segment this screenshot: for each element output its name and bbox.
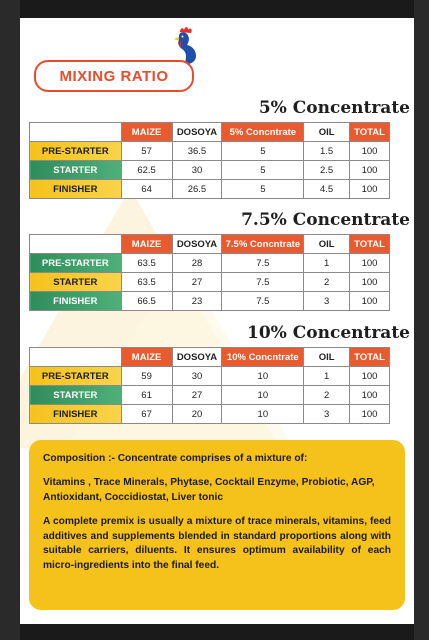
cell-maize: 59	[121, 367, 172, 386]
table-row	[30, 142, 390, 161]
table-row	[30, 254, 390, 273]
cell-total: 100	[350, 161, 390, 180]
composition-heading: Composition :- Concentrate comprises of a mixture of:	[43, 453, 308, 464]
table-row	[30, 273, 390, 292]
row-label: STARTER	[30, 273, 122, 292]
section-title: 5% Concentrate	[258, 98, 410, 118]
cell-oil: 1	[304, 367, 350, 386]
cell-concentrate: 5	[222, 180, 304, 199]
blank-cell	[30, 123, 122, 142]
cell-oil: 1.5	[304, 142, 350, 161]
cell-oil: 2.5	[304, 161, 350, 180]
row-label: PRE-STARTER	[30, 254, 122, 273]
cell-total: 100	[350, 367, 390, 386]
composition-ingredients: Vitamins , Trace Minerals, Phytase, Cocktail Enzyme, Probiotic, AGP, Antioxidant, Coccidiostat, Liver tonic	[43, 477, 375, 503]
cell-oil: 3	[304, 292, 350, 311]
cell-total: 100	[350, 386, 390, 405]
cell-concentrate: 7.5	[222, 273, 304, 292]
cell-maize: 63.5	[121, 254, 172, 273]
ratio-table-10	[29, 347, 390, 424]
cell-maize: 67	[121, 405, 172, 424]
col-concentrate: 7.5% Concntrate	[222, 235, 304, 254]
cell-oil: 3	[304, 405, 350, 424]
cell-concentrate: 10	[222, 405, 304, 424]
cell-dosoya: 36.5	[172, 142, 222, 161]
cell-dosoya: 27	[172, 386, 222, 405]
cell-concentrate: 7.5	[222, 292, 304, 311]
cell-dosoya: 30	[172, 161, 222, 180]
col-total: TOTAL	[350, 123, 390, 142]
cell-concentrate: 10	[222, 367, 304, 386]
mixing-ratio-sheet	[20, 18, 414, 624]
row-label: PRE-STARTER	[30, 142, 122, 161]
cell-total: 100	[350, 142, 390, 161]
cell-total: 100	[350, 273, 390, 292]
col-dosoya: DOSOYA	[172, 235, 222, 254]
row-label: FINISHER	[30, 180, 122, 199]
table-row	[30, 367, 390, 386]
mixing-ratio-title: MIXING RATIO	[59, 67, 169, 85]
col-oil: OIL	[304, 348, 350, 367]
cell-maize: 66.5	[121, 292, 172, 311]
cell-total: 100	[350, 292, 390, 311]
col-maize: MAIZE	[121, 235, 172, 254]
row-label: STARTER	[30, 386, 122, 405]
cell-oil: 2	[304, 386, 350, 405]
blank-cell	[30, 235, 122, 254]
col-oil: OIL	[304, 123, 350, 142]
col-maize: MAIZE	[121, 348, 172, 367]
cell-maize: 62.5	[121, 161, 172, 180]
cell-dosoya: 23	[172, 292, 222, 311]
cell-oil: 2	[304, 273, 350, 292]
mixing-ratio-badge	[34, 60, 194, 92]
row-label: FINISHER	[30, 292, 122, 311]
cell-concentrate: 10	[222, 386, 304, 405]
blank-cell	[30, 348, 122, 367]
cell-concentrate: 5	[222, 161, 304, 180]
cell-dosoya: 20	[172, 405, 222, 424]
table-header-row	[30, 123, 390, 142]
col-total: TOTAL	[350, 348, 390, 367]
table-row	[30, 386, 390, 405]
col-total: TOTAL	[350, 235, 390, 254]
cell-total: 100	[350, 254, 390, 273]
row-label: FINISHER	[30, 405, 122, 424]
left-border	[0, 0, 20, 640]
cell-oil: 4.5	[304, 180, 350, 199]
composition-panel	[29, 440, 405, 610]
col-concentrate: 5% Concntrate	[222, 123, 304, 142]
cell-dosoya: 30	[172, 367, 222, 386]
cell-dosoya: 27	[172, 273, 222, 292]
table-row	[30, 180, 390, 199]
composition-description: A complete premix is usually a mixture of trace minerals, vitamins, feed additives and supplements blended in standard proportions along with suitable carriers, diluents. It ensures optimum availability of each micro-ingredients into the final feed.	[43, 516, 391, 571]
cell-maize: 63.5	[121, 273, 172, 292]
section-title: 10% Concentrate	[247, 323, 410, 343]
row-label: STARTER	[30, 161, 122, 180]
col-dosoya: DOSOYA	[172, 123, 222, 142]
cell-maize: 64	[121, 180, 172, 199]
cell-concentrate: 7.5	[222, 254, 304, 273]
table-header-row	[30, 348, 390, 367]
cell-dosoya: 26.5	[172, 180, 222, 199]
col-dosoya: DOSOYA	[172, 348, 222, 367]
ratio-table-7-5	[29, 234, 390, 311]
cell-total: 100	[350, 180, 390, 199]
table-header-row	[30, 235, 390, 254]
cell-oil: 1	[304, 254, 350, 273]
ratio-table-5	[29, 122, 390, 199]
cell-maize: 61	[121, 386, 172, 405]
cell-concentrate: 5	[222, 142, 304, 161]
col-maize: MAIZE	[121, 123, 172, 142]
table-row	[30, 161, 390, 180]
row-label: PRE-STARTER	[30, 367, 122, 386]
cell-total: 100	[350, 405, 390, 424]
cell-dosoya: 28	[172, 254, 222, 273]
table-row	[30, 405, 390, 424]
col-concentrate: 10% Concntrate	[222, 348, 304, 367]
table-row	[30, 292, 390, 311]
cell-maize: 57	[121, 142, 172, 161]
section-title: 7.5% Concentrate	[241, 210, 410, 230]
col-oil: OIL	[304, 235, 350, 254]
right-border	[414, 0, 429, 640]
